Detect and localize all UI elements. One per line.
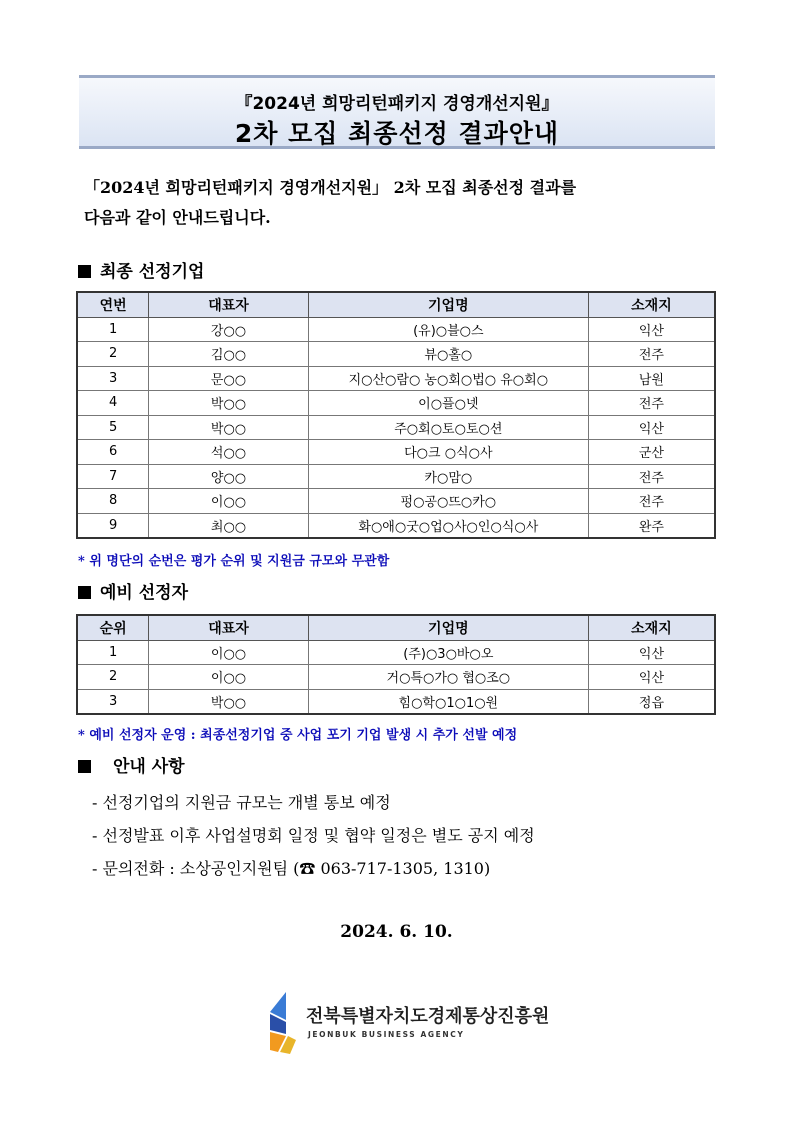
- cell-representative: 문○○: [149, 366, 309, 391]
- table-row: [77, 665, 715, 690]
- final-selection-table: [76, 291, 716, 539]
- cell-location: 정읍: [588, 689, 715, 714]
- cell-number: 6: [77, 440, 149, 465]
- intro-line-1: 「2024년 희망리턴패키지 경영개선지원」 2차 모집 최종선정 결과를: [84, 178, 577, 197]
- cell-company: 이○플○넷: [308, 391, 588, 416]
- intro-paragraph: [84, 173, 724, 233]
- square-bullet-icon: [78, 760, 91, 773]
- table-row: [77, 366, 715, 391]
- cell-location: 남원: [588, 366, 715, 391]
- reserve-note: * 예비 선정자 운영 : 최종선정기업 중 사업 포기 기업 발생 시 추가 선발 예정: [78, 728, 518, 743]
- cell-representative: 석○○: [149, 440, 309, 465]
- intro-line-2: 다음과 같이 안내드립니다.: [84, 208, 271, 227]
- info-section-heading: [78, 752, 185, 777]
- reserve-selection-table: [76, 614, 716, 715]
- document-title: 2차 모집 최종선정 결과안내: [234, 119, 560, 148]
- cell-representative: 박○○: [149, 415, 309, 440]
- col-header-representative: 대표자: [149, 292, 309, 317]
- table-row: [77, 689, 715, 714]
- col-header-number: 연번: [77, 292, 149, 317]
- final-note: * 위 명단의 순번은 평가 순위 및 지원금 규모와 무관함: [78, 554, 390, 569]
- list-item: - 문의전화 : 소상공인지원팀 (☎ 063-717-1305, 1310): [92, 859, 491, 878]
- col-header-representative: 대표자: [149, 615, 308, 640]
- reserve-section-heading: [78, 578, 188, 603]
- table-row: [77, 391, 715, 416]
- reserve-heading-text: 예비 선정자: [100, 583, 189, 603]
- cell-company: 주○회○토○토○션: [308, 415, 588, 440]
- cell-company: 뷰○홀○: [308, 342, 588, 367]
- square-bullet-icon: [78, 265, 91, 278]
- cell-location: 군산: [588, 440, 715, 465]
- final-section-heading: [78, 257, 204, 282]
- cell-number: 4: [77, 391, 149, 416]
- cell-number: 9: [77, 513, 149, 538]
- table-row: [77, 489, 715, 514]
- cell-company: 펑○공○뜨○카○: [308, 489, 588, 514]
- cell-company: 다○크 ○식○사: [308, 440, 588, 465]
- cell-company: 지○산○람○ 농○회○법○ 유○회○: [308, 366, 588, 391]
- cell-representative: 강○○: [149, 317, 309, 342]
- cell-number: 2: [77, 342, 149, 367]
- col-header-location: 소재지: [588, 292, 715, 317]
- agency-logo: [266, 990, 550, 1058]
- cell-representative: 이○○: [149, 640, 308, 665]
- cell-location: 전주: [588, 464, 715, 489]
- square-bullet-icon: [78, 586, 91, 599]
- cell-rank: 3: [77, 689, 149, 714]
- cell-location: 익산: [588, 665, 715, 690]
- cell-number: 1: [77, 317, 149, 342]
- table-row: [77, 640, 715, 665]
- table-row: [77, 317, 715, 342]
- cell-representative: 박○○: [149, 689, 308, 714]
- cell-rank: 2: [77, 665, 149, 690]
- cell-representative: 이○○: [149, 489, 309, 514]
- document-subtitle: 『2024년 희망리턴패키지 경영개선지원』: [235, 94, 559, 114]
- col-header-rank: 순위: [77, 615, 149, 640]
- cell-location: 익산: [588, 317, 715, 342]
- cell-company: (주)○3○바○오: [308, 640, 588, 665]
- table-row: [77, 440, 715, 465]
- cell-company: 거○특○가○ 협○조○: [308, 665, 588, 690]
- cell-location: 전주: [588, 391, 715, 416]
- cell-location: 전주: [588, 342, 715, 367]
- cell-company: 카○맘○: [308, 464, 588, 489]
- agency-name: 전북특별자치도경제통상진흥원: [306, 1006, 550, 1027]
- cell-location: 전주: [588, 489, 715, 514]
- cell-representative: 박○○: [149, 391, 309, 416]
- cell-location: 익산: [588, 640, 715, 665]
- cell-company: (유)○블○스: [308, 317, 588, 342]
- table-header-row: [77, 292, 715, 317]
- cell-number: 5: [77, 415, 149, 440]
- title-box: [79, 75, 715, 149]
- table-row: [77, 415, 715, 440]
- cell-representative: 양○○: [149, 464, 309, 489]
- info-heading-text: 안내 사항: [113, 757, 185, 777]
- agency-emblem-icon: [266, 990, 302, 1056]
- col-header-company: 기업명: [308, 292, 588, 317]
- col-header-company: 기업명: [308, 615, 588, 640]
- table-row: [77, 342, 715, 367]
- cell-number: 3: [77, 366, 149, 391]
- final-heading-text: 최종 선정기업: [100, 262, 205, 282]
- cell-rank: 1: [77, 640, 149, 665]
- document-date: 2024. 6. 10.: [340, 922, 453, 942]
- cell-company: 힘○학○1○1○원: [308, 689, 588, 714]
- cell-representative: 김○○: [149, 342, 309, 367]
- cell-representative: 최○○: [149, 513, 309, 538]
- cell-company: 화○애○굿○업○사○인○식○사: [308, 513, 588, 538]
- cell-representative: 이○○: [149, 665, 308, 690]
- info-list: [92, 786, 535, 885]
- list-item: - 선정기업의 지원금 규모는 개별 통보 예정: [92, 793, 391, 812]
- col-header-location: 소재지: [588, 615, 715, 640]
- cell-location: 완주: [588, 513, 715, 538]
- cell-number: 7: [77, 464, 149, 489]
- cell-location: 익산: [588, 415, 715, 440]
- list-item: - 선정발표 이후 사업설명회 일정 및 협약 일정은 별도 공지 예정: [92, 826, 535, 845]
- table-row: [77, 464, 715, 489]
- cell-number: 8: [77, 489, 149, 514]
- agency-english-name: JEONBUK BUSINESS AGENCY: [308, 1030, 465, 1039]
- table-row: [77, 513, 715, 538]
- table-header-row: [77, 615, 715, 640]
